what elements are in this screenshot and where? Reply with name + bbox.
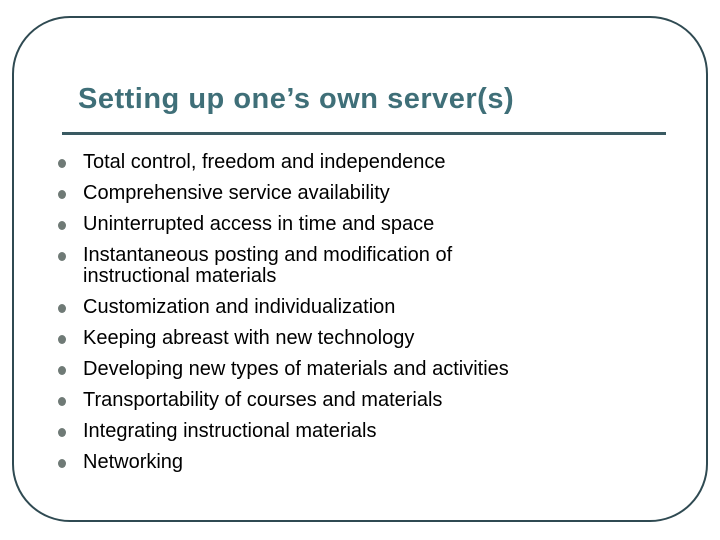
bullet-dot-icon [58,428,66,437]
list-item [58,178,698,209]
list-item [58,385,698,416]
list-item [58,147,698,178]
bullet-dot-icon [58,190,66,199]
list-item [58,323,698,354]
slide-title: Setting up one’s own server(s) [78,83,515,115]
list-item [58,292,698,323]
bullet-text: Integrating instructional materials [83,420,377,442]
bullet-list [58,147,698,478]
bullet-dot-icon [58,304,66,313]
bullet-text: Instantaneous posting and modification of [83,244,453,266]
list-item [58,240,698,292]
bullet-dot-icon [58,159,66,168]
title-divider [62,132,666,135]
bullet-text: Keeping abreast with new technology [83,327,415,349]
bullet-text: Total control, freedom and independence [83,151,446,173]
bullet-dot-icon [58,335,66,344]
bullet-dot-icon [58,252,66,261]
list-item [58,209,698,240]
bullet-dot-icon [58,459,66,468]
bullet-dot-icon [58,221,66,230]
bullet-dot-icon [58,397,66,406]
list-item [58,416,698,447]
list-item [58,447,698,478]
bullet-text: Comprehensive service availability [83,182,390,204]
bullet-text: Networking [83,451,184,473]
bullet-dot-icon [58,366,66,375]
bullet-text: instructional materials [83,265,277,287]
list-item [58,354,698,385]
bullet-text: Customization and individualization [83,296,396,318]
bullet-text: Transportability of courses and materials [83,389,443,411]
bullet-text: Developing new types of materials and activities [83,358,509,380]
bullet-text: Uninterrupted access in time and space [83,213,435,235]
